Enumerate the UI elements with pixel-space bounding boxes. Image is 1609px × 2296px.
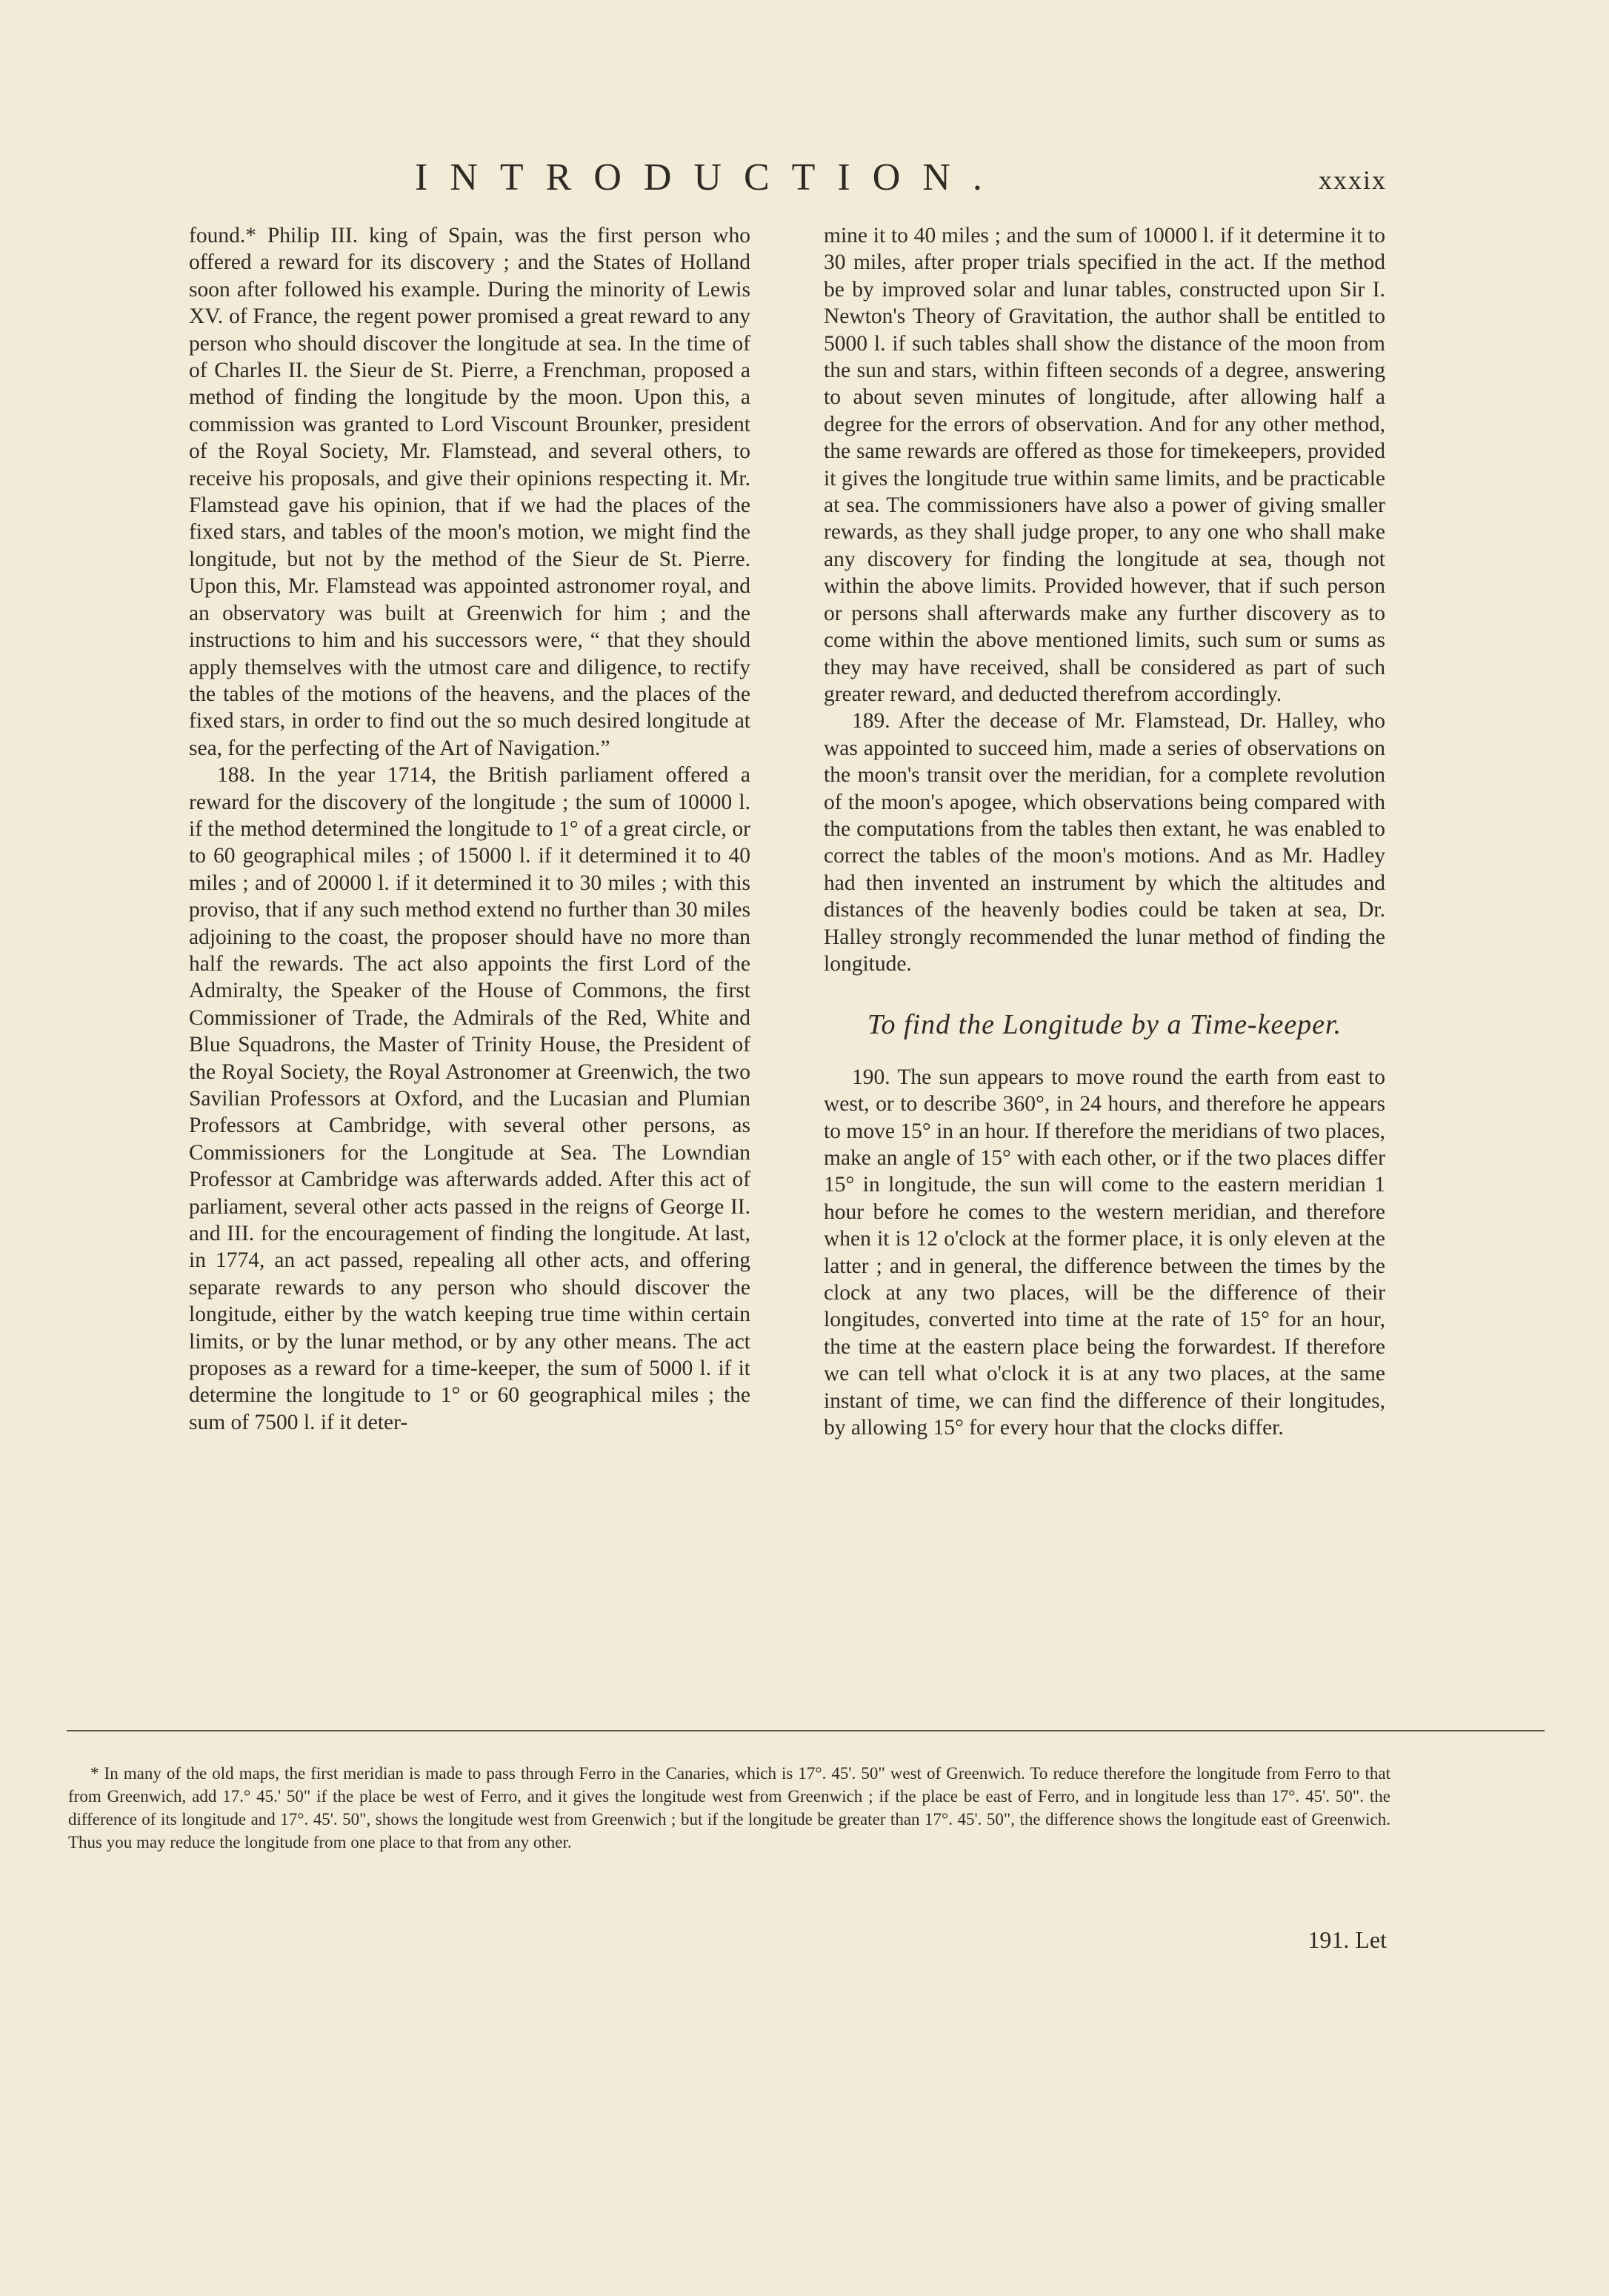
- paragraph-found: found.* Philip III. king of Spain, was the first person who offered a reward for its discovery ; and the States of Holland soon after followed his example. During the minority of Lewis XV. of France, the regent power promised a great reward to any person who should discover the longitude at sea. In the time of of Charles II. the Sieur de St. Pierre, a Frenchman, proposed a method of finding the longitude by the moon. Upon this, a commission was granted to Lord Viscount Brounker, president of the Royal Society, Mr. Flamstead, and several others, to receive his proposals, and give their opinions respecting it. Mr. Flamstead gave his opinion, that if we had the places of the fixed stars, and tables of the moon's motion, we might find the longitude, but not by the method of the Sieur de St. Pierre. Upon this, Mr. Flamstead was appointed astronomer royal, and an observatory was built at Greenwich for him ; and the instructions to him and his successors were, “ that they should apply themselves with the utmost care and diligence, to rectify the tables of the motions of the heavens, and the places of the fixed stars, in order to find out the so much desired longitude at sea, for the perfecting of the Art of Navigation.”: [189, 224, 750, 760]
- paragraph-190: 190. The sun appears to move round the earth from east to west, or to describe 360°, in 24 hours, and therefore he appears to move 15° in an hour. If therefore the meridians of two places, make an angle of 15° with each other, or if the two places differ 15° in longitude, the sun will come to the eastern meridian 1 hour before he comes to the western meridian, and therefore when it is 12 o'clock at the former place, it is only eleven at the latter ; and in general, the difference between the times by the clock at any two places, will be the difference of their longitudes, converted into time at the rate of 15° for an hour, the time at the eastern place being the forwardest. If therefore we can tell what o'clock it is at any two places, at the same instant of time, we can find the difference of their longitudes, by allowing 15° for every hour that the clocks differ.: [824, 1065, 1385, 1440]
- paragraph-continuation: mine it to 40 miles ; and the sum of 10000 l. if it determine it to 30 miles, after proper trials specified in the act. If the method be by improved solar and lunar tables, constructed upon Sir I. Newton's Theory of Gravitation, the author shall be entitled to 5000 l. if such tables shall show the distance of the moon from the sun and stars, within fifteen seconds of a degree, answering to about seven minutes of longitude, after allowing half a degree for the errors of observation. And for any other method, the same rewards are offered as those for timekeepers, provided it gives the longitude true within same limits, and be practicable at sea. The commissioners have also a power of giving smaller rewards, as they shall judge proper, to any one who shall make any discovery for finding the longitude at sea, though not within the above limits. Provided however, that if such person or persons shall afterwards make any further discovery as to come within the above mentioned limits, such sum or sums as they may have received, shall be considered as part of such greater reward, and deducted therefrom accordingly.: [824, 224, 1385, 706]
- catchword: 191. Let: [1307, 1926, 1387, 1953]
- paragraph-189: 189. After the decease of Mr. Flamstead, Dr. Halley, who was appointed to succeed him, made a series of observations on the moon's transit over the meridian, for a complete revolution of the moon's apogee, which observations being compared with the computations from the tables then extant, he was enabled to correct the tables of the moon's motions. And as Mr. Hadley had then invented an instrument by which the altitudes and distances of the heavenly bodies could be taken at sea, Dr. Halley strongly recommended the lunar method of finding the longitude.: [824, 709, 1385, 976]
- section-heading: To find the Longitude by a Time-keeper.: [867, 1009, 1342, 1041]
- left-column: [189, 222, 750, 1697]
- footnote-text: * In many of the old maps, the first meridian is made to pass through Ferro in the Canaries, which is 17°. 45'. 50" west of Greenwich. To reduce therefore the longitude from Ferro to that from Greenwich, add 17.° 45.' 50" if the place be west of Ferro, and it gives the longitude west from Greenwich ; if the place be east of Ferro, and in longitude less than 17°. 45'. 50". the difference of its longitude and 17°. 45'. 50", shows the longitude west from Greenwich ; but if the longitude be greater than 17°. 45'. 50", the difference shows the longitude east of Greenwich. Thus you may reduce the longitude from one place to that from any other.: [68, 1764, 1390, 1851]
- running-head: [0, 156, 1609, 207]
- text-columns: [189, 222, 1385, 1697]
- right-column: [824, 222, 1385, 1697]
- page-number: xxxix: [1318, 165, 1387, 195]
- paragraph-188: 188. In the year 1714, the British parliament offered a reward for the discovery of the longitude ; the sum of 10000 l. if the method determined the longitude to 1° of a great circle, or to 60 geographical miles ; of 15000 l. if it determined it to 40 miles ; and of 20000 l. if it determined it to 30 miles ; with this proviso, that if any such method extend no further than 30 miles adjoining to the coast, the proposer should have no more than half the rewards. The act also appoints the first Lord of the Admiralty, the Speaker of the House of Commons, the first Commissioner of Trade, the Admirals of the Red, White and Blue Squadrons, the Master of Trinity House, the President of the Royal Society, the Royal Astronomer at Greenwich, the two Savilian Professors at Oxford, and the Lucasian and Plumian Professors at Cambridge, with several other persons, as Commissioners for the Longitude at Sea. The Lowndian Professor at Cambridge was afterwards added. After this act of parliament, several other acts passed in the reigns of George II. and III. for the encouragement of finding the longitude. At last, in 1774, an act passed, repealing all other acts, and offering separate rewards to any person who should discover the longitude, either by the watch keeping true time within certain limits, or by the lunar method, or by any other means. The act proposes as a reward for a time-keeper, the sum of 5000 l. if it determine the longitude to 1° or 60 geographical miles ; the sum of 7500 l. if it deter-: [189, 763, 750, 1434]
- footnote-rule: [67, 1730, 1545, 1731]
- footnote: [68, 1762, 1390, 1854]
- running-title: INTRODUCTION.: [415, 156, 1005, 199]
